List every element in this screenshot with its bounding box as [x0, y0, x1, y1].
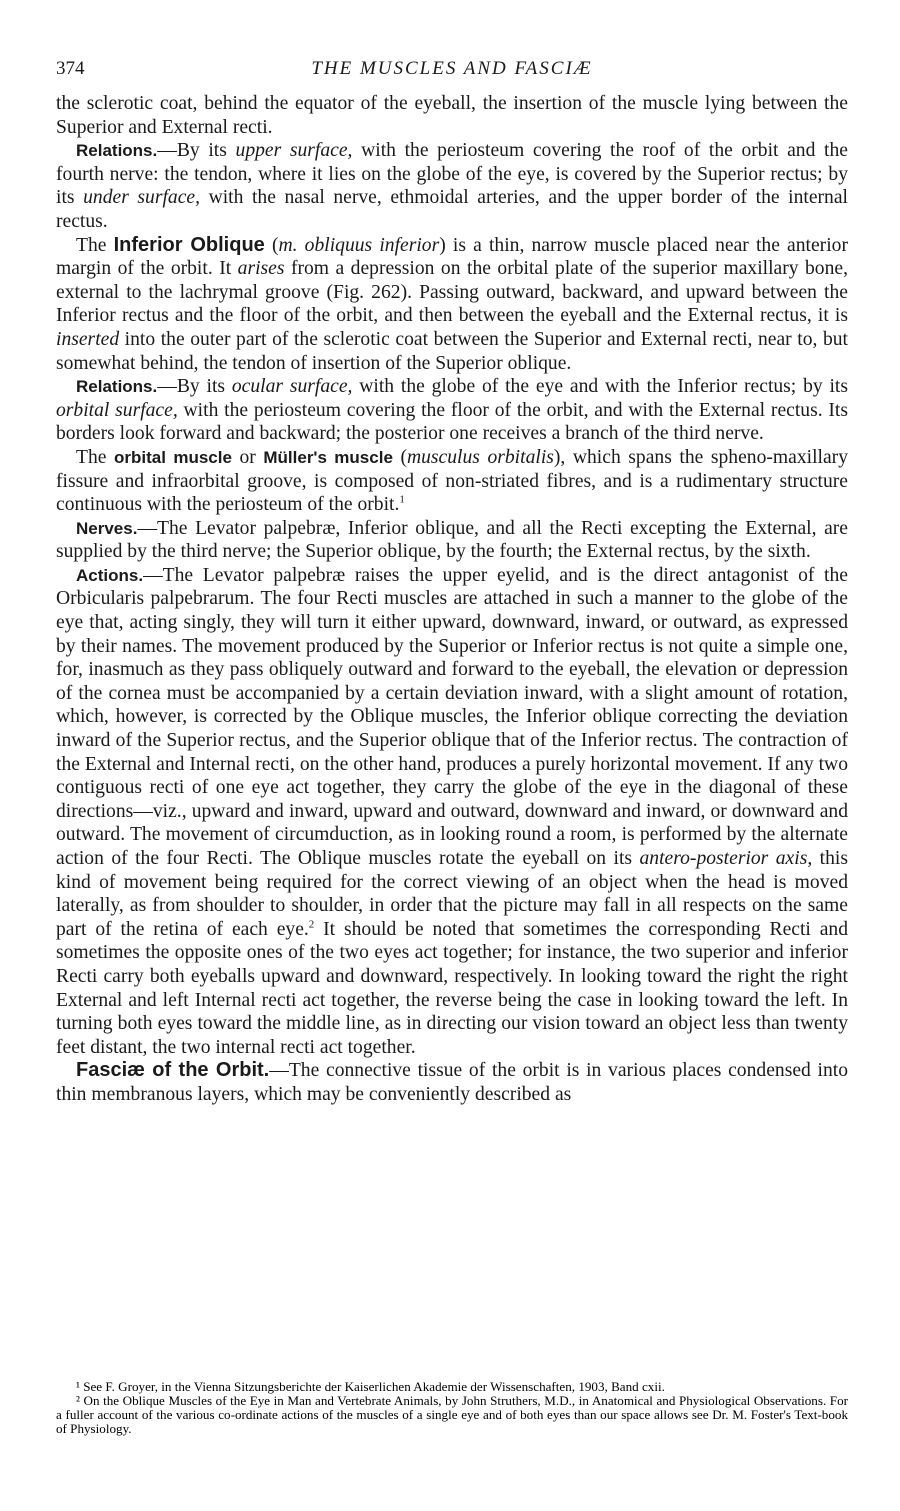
page-header — [56, 58, 848, 92]
text-run: —By its — [157, 376, 232, 398]
text-run: with the periosteum covering the floor of the orbit, and with the External rectus. Its borders look forward and backward; the posterior one receives a branch of the third nerve. — [56, 399, 848, 445]
footnote-ref: 2 — [308, 918, 315, 931]
italic-text: under surface, — [83, 187, 200, 209]
italic-text: arises — [237, 258, 285, 280]
footnote: ¹ See F. Groyer, in the Vienna Sitzungsberichte der Kaiserlichen Akademie der Wissenschaften, 1903, Band cxii. — [76, 1379, 665, 1394]
paragraph — [56, 446, 848, 517]
paragraph — [56, 375, 848, 446]
text-run: —The Levator palpebræ raises the upper eyelid, and is the direct antagonist of the Orbicularis palpebrarum. The four Recti muscles are attached in such a manner to the globe of the eye that, acting singly, they will turn it either upward, downward, inward, or outward, as expressed by their names. The movement produced by the Superior or Inferior rectus is not quite a simple one, for, inasmuch as they pass obliquely outward and forward to the eyeball, the elevation or depression of the cornea must be accompanied by a certain deviation inward, with a slight amount of rotation, which, however, is corrected by the Oblique muscles, the Inferior oblique correcting the deviation inward of the Superior rectus, and the Superior oblique that of the Inferior rectus. The contraction of the External and Internal recti, on the other hand, produces a purely horizontal movement. If any two contiguous recti of one eye act together, they carry the globe of the eye in the diagonal of these directions—viz., upward and inward, upward and outward, downward and inward, or downward and outward. The movement of circumduction, as in looking round a room, is performed by the alternate action of the four Recti. The Oblique muscles rotate the eyeball on its — [56, 564, 848, 869]
text-run: with the globe of the eye and with the Inferior rectus; by its — [352, 376, 848, 398]
paragraph — [56, 517, 848, 564]
run-in-heading: orbital muscle — [114, 447, 232, 467]
paragraph — [56, 1059, 848, 1106]
text-run: ) is a thin, narrow muscle placed near the anterior margin of the orbit. It — [56, 234, 848, 280]
italic-text: inserted — [56, 328, 120, 350]
text-run: ( — [264, 234, 279, 256]
section-heading: Inferior Oblique — [113, 233, 265, 256]
text-run: It should be noted that sometimes the corresponding Recti and sometimes the opposite ones of the two eyes act together; for instance, the two superior and inferior Recti carry both eyeballs upward and downward, respectively. In looking toward the right the right External and left Internal recti act together, the reverse being the case in looking toward the left. In turning both eyes toward the middle line, as in directing our vision toward an object less than twenty feet distant, the two internal recti act together. — [56, 918, 849, 1058]
italic-text: m. obliquus inferior — [278, 234, 440, 256]
text-run: —The Levator palpebræ, Inferior oblique, and all the Recti excepting the External, are supplied by the third nerve; the Superior oblique, by the fourth; the External rectus, by the sixth. — [56, 517, 848, 563]
text-run: the sclerotic coat, behind the equator of the eyeball, the insertion of the muscle lying between the Superior and External recti. — [56, 93, 848, 138]
italic-text: ocular surface, — [231, 376, 353, 398]
run-in-heading: Nerves. — [76, 518, 138, 538]
footnotes — [56, 1380, 848, 1436]
text-run: from a depression on the orbital plate of the superior maxillary bone, external to the lachrymal groove (Fig. 262). Passing outward, backward, and upward between the Inferior rectus and the floor of the orbit, and then between the eyeball and the External rectus, it is — [56, 258, 848, 327]
italic-text: upper surface, — [235, 140, 353, 162]
italic-text: musculus orbitalis — [406, 446, 554, 468]
text-run: this kind of movement being required for the correct viewing of an object when the head is moved laterally, as from shoulder to shoulder, in order that the picture may fall in all respects on the same part of the retina of each eye. — [56, 848, 848, 940]
page-number: 374 — [56, 58, 85, 79]
running-head: THE MUSCLES AND FASCIÆ — [311, 58, 593, 79]
text-run: ), which spans the spheno-maxillary fissure and infraorbital groove, is composed of non-striated fibres, and is a rudimentary structure continuous with the periosteum of the orbit. — [56, 446, 848, 516]
run-in-heading: Relations. — [76, 377, 158, 397]
italic-text: antero-posterior axis, — [639, 848, 813, 869]
italic-text: orbital surface, — [56, 399, 178, 421]
run-in-heading: Actions. — [76, 565, 144, 585]
run-in-heading: Relations. — [76, 141, 158, 161]
run-in-heading: Müller's muscle — [263, 447, 393, 467]
paragraph — [56, 234, 848, 376]
text-run: —By its — [157, 140, 236, 162]
section-heading: Fasciæ of the Orbit. — [76, 1059, 270, 1082]
text-run: or — [231, 446, 264, 468]
text-run: The — [76, 234, 114, 256]
text-run: —The connective tissue of the orbit is in various places condensed into thin membranous layers, which may be conveniently described as — [56, 1060, 848, 1105]
paragraph — [56, 564, 848, 1059]
text-run: with the nasal nerve, ethmoidal arteries, and the upper border of the internal rectus. — [56, 187, 848, 232]
paragraph — [56, 139, 848, 233]
text-run: The — [76, 446, 115, 468]
text-run: ( — [392, 446, 407, 468]
text-run: with the periosteum covering the roof of the orbit and the fourth nerve: the tendon, where it lies on the globe of the eye, is covered by the Superior rectus; by its — [56, 140, 848, 209]
footnote-ref: 1 — [399, 493, 405, 506]
body-text — [56, 92, 848, 1107]
text-run: into the outer part of the sclerotic coat between the Superior and External recti, near to, but somewhat behind, the tendon of insertion of the Superior oblique. — [56, 328, 848, 374]
book-page — [56, 58, 848, 1107]
footnote: ² On the Oblique Muscles of the Eye in Man and Vertebrate Animals, by John Struthers, M.D., in Anatomical and Physiological Observations. For a fuller account of the various co-ordinate actions of the muscles of a single eye and of both eyes than our space allows see Dr. M. Foster's Text-book of Physiology. — [56, 1393, 848, 1436]
paragraph — [56, 92, 848, 139]
